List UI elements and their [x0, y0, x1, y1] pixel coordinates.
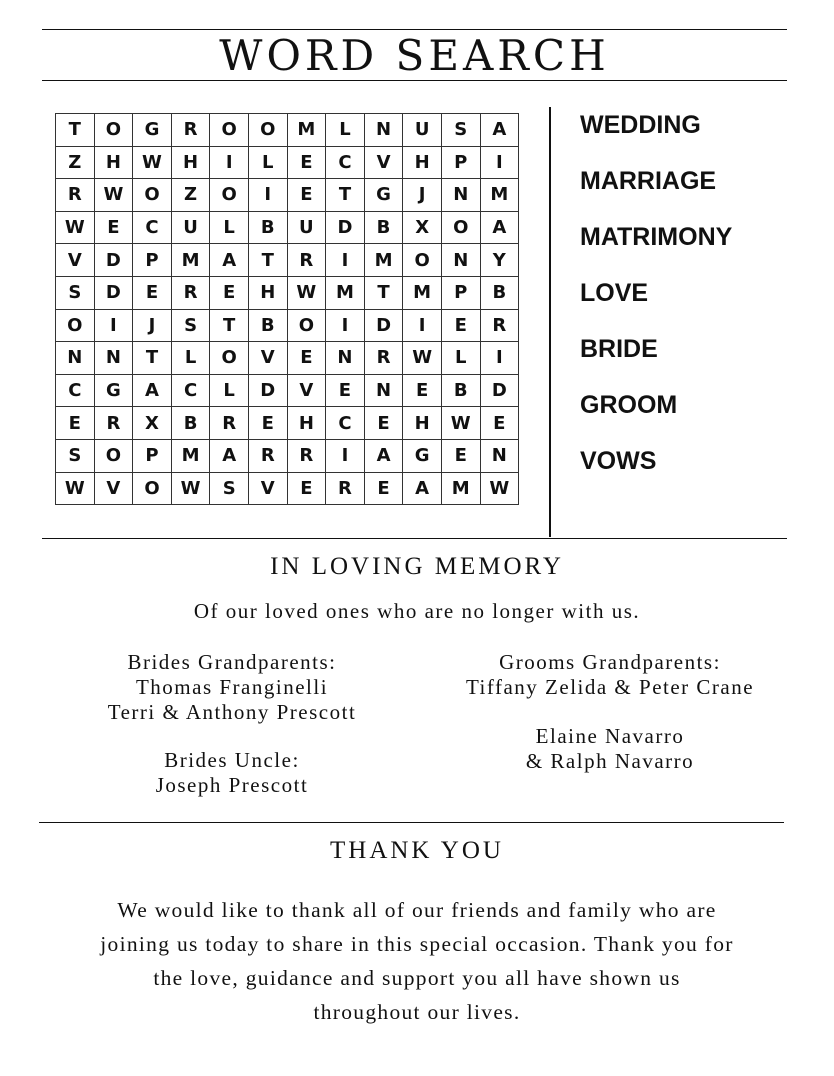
grid-row — [56, 276, 519, 309]
grid-cell: Z — [56, 146, 95, 179]
word-list — [580, 108, 732, 500]
grid-cell: N — [326, 342, 365, 375]
grid-cell: P — [441, 276, 480, 309]
thank-you-heading: THANK YOU — [330, 837, 504, 864]
grid-cell: C — [133, 211, 172, 244]
grid-cell: B — [171, 407, 210, 440]
grid-cell: S — [171, 309, 210, 342]
grid-cell: L — [248, 146, 287, 179]
grid-cell: M — [364, 244, 403, 277]
grid-cell: E — [364, 407, 403, 440]
grid-cell: C — [56, 374, 95, 407]
grid-cell: M — [441, 472, 480, 505]
grid-cell: U — [287, 211, 326, 244]
brides-uncle-block — [52, 748, 412, 798]
grid-cell: D — [326, 211, 365, 244]
grid-cell: G — [403, 439, 442, 472]
grid-cell: M — [326, 276, 365, 309]
brides-uncle-label: Brides Uncle: — [164, 748, 300, 772]
grid-cell: N — [364, 114, 403, 147]
grid-cell: I — [248, 179, 287, 212]
grid-cell: B — [248, 211, 287, 244]
grid-cell: H — [287, 407, 326, 440]
grid-cell: L — [441, 342, 480, 375]
grid-cell: L — [210, 211, 249, 244]
grid-cell: U — [171, 211, 210, 244]
grid-cell: M — [171, 439, 210, 472]
grid-cell: P — [133, 244, 172, 277]
grid-cell: N — [94, 342, 133, 375]
grid-row — [56, 342, 519, 375]
brides-grandparent-name: Terri & Anthony Prescott — [107, 700, 357, 724]
grid-cell: H — [248, 276, 287, 309]
grid-cell: R — [480, 309, 519, 342]
grid-cell: W — [56, 211, 95, 244]
word-list-item: LOVE — [580, 279, 649, 307]
grid-cell: C — [326, 407, 365, 440]
grid-cell: D — [94, 276, 133, 309]
grid-cell: O — [133, 472, 172, 505]
memory-bottom-rule — [39, 822, 784, 823]
thank-you-line: joining us today to share in this special occasion. Thank you for — [100, 932, 734, 956]
grid-row — [56, 439, 519, 472]
grid-cell: R — [171, 276, 210, 309]
grid-cell: R — [94, 407, 133, 440]
grid-cell: H — [171, 146, 210, 179]
grid-cell: N — [56, 342, 95, 375]
grid-cell: I — [326, 439, 365, 472]
grid-cell: E — [287, 146, 326, 179]
grid-cell: S — [56, 276, 95, 309]
grid-cell: W — [287, 276, 326, 309]
grid-cell: I — [403, 309, 442, 342]
thank-you-line: We would like to thank all of our friends and family who are — [117, 898, 717, 922]
grid-cell: A — [480, 211, 519, 244]
brides-uncle-name: Joseph Prescott — [155, 773, 309, 797]
grid-cell: J — [403, 179, 442, 212]
thank-you-line: the love, guidance and support you all have shown us — [153, 966, 681, 990]
grid-cell: S — [441, 114, 480, 147]
grid-cell: G — [364, 179, 403, 212]
grid-cell: L — [171, 342, 210, 375]
grid-cell: T — [364, 276, 403, 309]
grid-cell: V — [364, 146, 403, 179]
grid-cell: T — [248, 244, 287, 277]
title-bottom-rule — [42, 80, 787, 81]
grid-cell: N — [441, 244, 480, 277]
word-list-item: BRIDE — [580, 335, 658, 363]
grid-cell: O — [248, 114, 287, 147]
grid-row — [56, 374, 519, 407]
grid-cell: D — [94, 244, 133, 277]
grid-cell: W — [133, 146, 172, 179]
grid-cell: I — [326, 309, 365, 342]
brides-grandparents-label: Brides Grandparents: — [127, 650, 337, 674]
grid-cell: T — [56, 114, 95, 147]
word-search-bottom-rule — [42, 538, 787, 539]
grid-cell: D — [248, 374, 287, 407]
grid-cell: I — [94, 309, 133, 342]
grid-cell: E — [441, 309, 480, 342]
grid-cell: E — [326, 374, 365, 407]
grid-cell: R — [171, 114, 210, 147]
grid-cell: X — [133, 407, 172, 440]
grid-cell: E — [133, 276, 172, 309]
grid-cell: N — [364, 374, 403, 407]
grid-cell: H — [403, 407, 442, 440]
word-search-grid — [55, 113, 519, 505]
grid-cell: R — [287, 439, 326, 472]
grid-cell: S — [56, 439, 95, 472]
grid-cell: A — [133, 374, 172, 407]
grid-cell: E — [56, 407, 95, 440]
grid-cell: J — [133, 309, 172, 342]
grid-cell: V — [94, 472, 133, 505]
grid-cell: O — [210, 179, 249, 212]
grid-cell: A — [364, 439, 403, 472]
grid-cell: V — [56, 244, 95, 277]
thank-you-line: throughout our lives. — [313, 1000, 521, 1024]
grid-cell: O — [94, 114, 133, 147]
grid-cell: E — [287, 179, 326, 212]
grid-cell: E — [248, 407, 287, 440]
grid-cell: P — [441, 146, 480, 179]
grid-cell: H — [94, 146, 133, 179]
grid-row — [56, 244, 519, 277]
grid-cell: I — [480, 342, 519, 375]
grid-cell: R — [56, 179, 95, 212]
grid-cell: C — [171, 374, 210, 407]
memory-subtitle: Of our loved ones who are no longer with us. — [193, 599, 641, 623]
grid-cell: V — [287, 374, 326, 407]
grid-cell: L — [326, 114, 365, 147]
grid-cell: O — [56, 309, 95, 342]
grid-cell: N — [441, 179, 480, 212]
grid-cell: R — [326, 472, 365, 505]
grid-cell: O — [441, 211, 480, 244]
grid-cell: M — [403, 276, 442, 309]
grooms-grandparents-label: Grooms Grandparents: — [499, 650, 721, 674]
grid-cell: E — [480, 407, 519, 440]
grid-cell: D — [364, 309, 403, 342]
grid-cell: X — [403, 211, 442, 244]
grid-cell: E — [94, 211, 133, 244]
grid-cell: O — [133, 179, 172, 212]
grid-cell: G — [94, 374, 133, 407]
grid-cell: O — [210, 342, 249, 375]
word-list-item: MATRIMONY — [580, 223, 733, 251]
grid-cell: E — [403, 374, 442, 407]
grid-cell: O — [94, 439, 133, 472]
grid-cell: E — [441, 439, 480, 472]
grid-cell: E — [287, 472, 326, 505]
grid-cell: G — [133, 114, 172, 147]
grid-cell: I — [326, 244, 365, 277]
grid-row — [56, 211, 519, 244]
memory-heading: IN LOVING MEMORY — [270, 553, 564, 580]
grid-cell: E — [364, 472, 403, 505]
page-title: WORD SEARCH — [219, 31, 610, 80]
grid-cell: Z — [171, 179, 210, 212]
grid-cell: O — [210, 114, 249, 147]
grid-cell: C — [326, 146, 365, 179]
grid-cell: I — [480, 146, 519, 179]
grid-cell: T — [326, 179, 365, 212]
brides-grandparent-name: Thomas Franginelli — [135, 675, 329, 699]
grid-cell: V — [248, 342, 287, 375]
grid-cell: R — [287, 244, 326, 277]
grid-cell: O — [403, 244, 442, 277]
grid-cell: M — [480, 179, 519, 212]
grid-row — [56, 407, 519, 440]
grooms-other-block — [410, 724, 810, 774]
grid-cell: T — [210, 309, 249, 342]
grid-cell: W — [171, 472, 210, 505]
grid-cell: P — [133, 439, 172, 472]
grid-cell: D — [480, 374, 519, 407]
grid-cell: S — [210, 472, 249, 505]
grid-cell: W — [94, 179, 133, 212]
grid-cell: B — [364, 211, 403, 244]
grid-cell: B — [441, 374, 480, 407]
grid-row — [56, 114, 519, 147]
grid-cell: W — [403, 342, 442, 375]
grid-cell: E — [287, 342, 326, 375]
grid-row — [56, 309, 519, 342]
word-list-item: GROOM — [580, 391, 678, 419]
grid-cell: B — [480, 276, 519, 309]
grid-cell: W — [56, 472, 95, 505]
grid-cell: R — [248, 439, 287, 472]
grid-cell: A — [403, 472, 442, 505]
grid-cell: T — [133, 342, 172, 375]
grid-cell: L — [210, 374, 249, 407]
word-list-item: VOWS — [580, 447, 657, 475]
grooms-other-name: & Ralph Navarro — [525, 749, 695, 773]
grid-cell: I — [210, 146, 249, 179]
grid-cell: M — [287, 114, 326, 147]
grid-cell: O — [287, 309, 326, 342]
grid-cell: R — [364, 342, 403, 375]
grid-cell: M — [171, 244, 210, 277]
grid-cell: W — [480, 472, 519, 505]
grid-cell: A — [480, 114, 519, 147]
grid-cell: A — [210, 244, 249, 277]
brides-grandparents-block — [52, 650, 412, 725]
section-divider-vertical — [549, 107, 551, 537]
grid-cell: H — [403, 146, 442, 179]
grid-cell: U — [403, 114, 442, 147]
grid-cell: V — [248, 472, 287, 505]
grooms-grandparent-name: Tiffany Zelida & Peter Crane — [465, 675, 755, 699]
grooms-grandparents-block — [410, 650, 810, 700]
grid-cell: B — [248, 309, 287, 342]
grid-cell: R — [210, 407, 249, 440]
grooms-other-name: Elaine Navarro — [535, 724, 685, 748]
grid-cell: E — [210, 276, 249, 309]
grid-cell: N — [480, 439, 519, 472]
thank-you-message — [20, 893, 814, 1029]
grid-cell: Y — [480, 244, 519, 277]
grid-row — [56, 146, 519, 179]
grid-row — [56, 472, 519, 505]
grid-cell: A — [210, 439, 249, 472]
word-list-item: WEDDING — [580, 111, 701, 139]
grid-cell: W — [441, 407, 480, 440]
word-list-item: MARRIAGE — [580, 167, 717, 195]
grid-row — [56, 179, 519, 212]
